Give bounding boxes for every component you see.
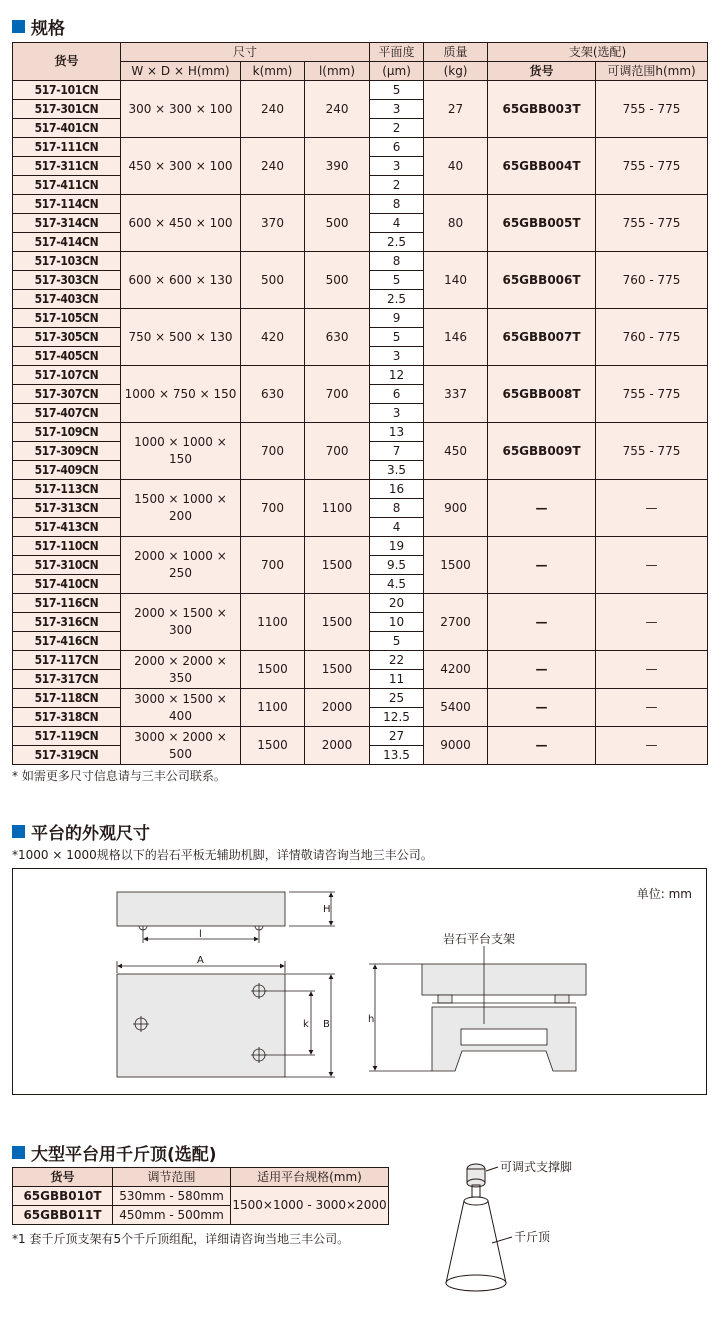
size-wdh: 300 × 300 × 100 xyxy=(121,81,241,138)
stand-code: — xyxy=(488,480,596,537)
flatness-value: 12.5 xyxy=(370,708,424,727)
product-code: 517-118CN xyxy=(13,689,121,708)
size-l: 2000 xyxy=(305,689,370,727)
flatness-value: 3 xyxy=(370,157,424,176)
jack-header-platform: 适用平台规格(mm) xyxy=(231,1168,389,1187)
blue-square-icon xyxy=(12,20,25,33)
adjust-range: 755 - 775 xyxy=(596,366,708,423)
mass-value: 1500 xyxy=(424,537,488,594)
adjust-range: 760 - 775 xyxy=(596,309,708,366)
product-code: 517-310CN xyxy=(13,556,121,575)
header-adjust: 可调范围h(mm) xyxy=(596,62,708,81)
product-code: 517-319CN xyxy=(13,746,121,765)
adjust-range: — xyxy=(596,537,708,594)
mass-value: 40 xyxy=(424,138,488,195)
size-k: 420 xyxy=(241,309,305,366)
size-k: 240 xyxy=(241,138,305,195)
flatness-value: 22 xyxy=(370,651,424,670)
product-code: 517-401CN xyxy=(13,119,121,138)
jack-note: *1 套千斤顶支架有5个千斤顶组配，详细请咨询当地三丰公司。 xyxy=(12,1232,350,1246)
product-code: 517-405CN xyxy=(13,347,121,366)
label-h: h xyxy=(368,1014,375,1025)
size-l: 1100 xyxy=(305,480,370,537)
size-k: 240 xyxy=(241,81,305,138)
flatness-value: 27 xyxy=(370,727,424,746)
jack-drawing xyxy=(420,1155,620,1315)
header-stand-code: 货号 xyxy=(488,62,596,81)
flatness-value: 8 xyxy=(370,252,424,271)
jack-code: 65GBB010T xyxy=(13,1187,113,1206)
adjust-range: — xyxy=(596,594,708,651)
product-code: 517-301CN xyxy=(13,100,121,119)
jack-code: 65GBB011T xyxy=(13,1206,113,1225)
stand-code: — xyxy=(488,689,596,727)
mass-value: 900 xyxy=(424,480,488,537)
flatness-value: 3 xyxy=(370,404,424,423)
spec-note: * 如需更多尺寸信息请与三丰公司联系。 xyxy=(12,769,226,783)
jack-range: 450mm - 500mm xyxy=(113,1206,231,1225)
stand-code: — xyxy=(488,651,596,689)
product-code: 517-117CN xyxy=(13,651,121,670)
size-k: 1100 xyxy=(241,689,305,727)
table-row xyxy=(13,309,708,328)
product-code: 517-409CN xyxy=(13,461,121,480)
size-wdh: 3000 × 2000 × 500 xyxy=(121,727,241,765)
size-k: 630 xyxy=(241,366,305,423)
size-k: 1500 xyxy=(241,651,305,689)
flatness-value: 19 xyxy=(370,537,424,556)
product-code: 517-411CN xyxy=(13,176,121,195)
flatness-value: 11 xyxy=(370,670,424,689)
size-l: 1500 xyxy=(305,537,370,594)
size-wdh: 3000 × 1500 × 400 xyxy=(121,689,241,727)
adjust-range: 755 - 775 xyxy=(596,138,708,195)
size-k: 700 xyxy=(241,480,305,537)
size-wdh: 1500 × 1000 × 200 xyxy=(121,480,241,537)
flatness-value: 13.5 xyxy=(370,746,424,765)
size-l: 2000 xyxy=(305,727,370,765)
jack-label-top: 可调式支撑脚 xyxy=(500,1160,573,1174)
mass-value: 140 xyxy=(424,252,488,309)
dimension-diagram xyxy=(12,868,707,1095)
flatness-value: 13 xyxy=(370,423,424,442)
adjust-range: 755 - 775 xyxy=(596,195,708,252)
size-l: 700 xyxy=(305,366,370,423)
size-wdh: 1000 × 750 × 150 xyxy=(121,366,241,423)
product-code: 517-413CN xyxy=(13,518,121,537)
size-l: 240 xyxy=(305,81,370,138)
product-code: 517-314CN xyxy=(13,214,121,233)
adjust-range: 760 - 775 xyxy=(596,252,708,309)
flatness-value: 4.5 xyxy=(370,575,424,594)
product-code: 517-303CN xyxy=(13,271,121,290)
mass-value: 337 xyxy=(424,366,488,423)
stand-code: 65GBB005T xyxy=(488,195,596,252)
section-title-jack xyxy=(12,1140,217,1165)
flatness-value: 9 xyxy=(370,309,424,328)
table-row xyxy=(13,1187,389,1206)
size-l: 500 xyxy=(305,252,370,309)
table-row xyxy=(13,727,708,746)
size-wdh: 600 × 600 × 130 xyxy=(121,252,241,309)
flatness-value: 12 xyxy=(370,366,424,385)
flatness-value: 3.5 xyxy=(370,461,424,480)
flatness-value: 2 xyxy=(370,176,424,195)
flatness-value: 4 xyxy=(370,214,424,233)
product-code: 517-313CN xyxy=(13,499,121,518)
label-k: k xyxy=(303,1019,309,1030)
label-l: l xyxy=(199,929,202,940)
flatness-value: 2 xyxy=(370,119,424,138)
section-title-dimensions xyxy=(12,819,150,844)
stand-code: 65GBB004T xyxy=(488,138,596,195)
mass-value: 27 xyxy=(424,81,488,138)
product-code: 517-116CN xyxy=(13,594,121,613)
product-code: 517-111CN xyxy=(13,138,121,157)
product-code: 517-410CN xyxy=(13,575,121,594)
section-title-text: 规格 xyxy=(31,19,65,39)
adjust-range: 755 - 775 xyxy=(596,81,708,138)
mass-value: 4200 xyxy=(424,651,488,689)
jack-label-body: 千斤顶 xyxy=(514,1230,551,1244)
table-row xyxy=(13,594,708,613)
label-stand: 岩石平台支架 xyxy=(443,932,516,946)
size-wdh: 450 × 300 × 100 xyxy=(121,138,241,195)
product-code: 517-414CN xyxy=(13,233,121,252)
unit-label: 单位: mm xyxy=(636,887,692,901)
size-wdh: 2000 × 1500 × 300 xyxy=(121,594,241,651)
product-code: 517-317CN xyxy=(13,670,121,689)
table-row xyxy=(13,480,708,499)
header-mass: 质量 xyxy=(424,43,488,62)
size-k: 1500 xyxy=(241,727,305,765)
label-A: A xyxy=(197,955,204,966)
size-l: 700 xyxy=(305,423,370,480)
table-row xyxy=(13,195,708,214)
size-l: 1500 xyxy=(305,594,370,651)
mass-value: 80 xyxy=(424,195,488,252)
size-l: 1500 xyxy=(305,651,370,689)
size-l: 630 xyxy=(305,309,370,366)
header-wdh: W × D × H(mm) xyxy=(121,62,241,81)
flatness-value: 25 xyxy=(370,689,424,708)
size-wdh: 2000 × 2000 × 350 xyxy=(121,651,241,689)
adjust-range: — xyxy=(596,480,708,537)
stand-code: 65GBB007T xyxy=(488,309,596,366)
product-code: 517-311CN xyxy=(13,157,121,176)
size-k: 700 xyxy=(241,423,305,480)
table-row xyxy=(13,81,708,100)
header-flatness: 平面度 xyxy=(370,43,424,62)
table-row xyxy=(13,252,708,271)
flatness-value: 4 xyxy=(370,518,424,537)
header-code: 货号 xyxy=(13,43,121,81)
product-code: 517-107CN xyxy=(13,366,121,385)
size-wdh: 750 × 500 × 130 xyxy=(121,309,241,366)
adjust-range: — xyxy=(596,689,708,727)
section-title-spec xyxy=(12,14,65,39)
label-B: B xyxy=(323,1019,330,1030)
product-code: 517-114CN xyxy=(13,195,121,214)
table-row xyxy=(13,689,708,708)
section-title-text: 平台的外观尺寸 xyxy=(31,824,150,844)
jack-header-range: 调节范围 xyxy=(113,1168,231,1187)
stand-code: 65GBB006T xyxy=(488,252,596,309)
flatness-value: 7 xyxy=(370,442,424,461)
stand-code: — xyxy=(488,594,596,651)
size-wdh: 1000 × 1000 × 150 xyxy=(121,423,241,480)
jack-table xyxy=(12,1167,389,1225)
size-wdh: 600 × 450 × 100 xyxy=(121,195,241,252)
mass-value: 5400 xyxy=(424,689,488,727)
flatness-value: 3 xyxy=(370,100,424,119)
header-l: l(mm) xyxy=(305,62,370,81)
size-k: 370 xyxy=(241,195,305,252)
blue-square-icon xyxy=(12,1146,25,1159)
stand-code: — xyxy=(488,727,596,765)
product-code: 517-403CN xyxy=(13,290,121,309)
product-code: 517-105CN xyxy=(13,309,121,328)
product-code: 517-316CN xyxy=(13,613,121,632)
product-code: 517-307CN xyxy=(13,385,121,404)
jack-header-code: 货号 xyxy=(13,1168,113,1187)
flatness-value: 2.5 xyxy=(370,233,424,252)
adjust-range: — xyxy=(596,651,708,689)
table-row xyxy=(13,423,708,442)
product-code: 517-305CN xyxy=(13,328,121,347)
jack-platform: 1500×1000 - 3000×2000 xyxy=(231,1187,389,1225)
flatness-value: 16 xyxy=(370,480,424,499)
flatness-value: 5 xyxy=(370,271,424,290)
flatness-value: 6 xyxy=(370,138,424,157)
mass-value: 2700 xyxy=(424,594,488,651)
flatness-value: 5 xyxy=(370,81,424,100)
mass-value: 450 xyxy=(424,423,488,480)
size-l: 390 xyxy=(305,138,370,195)
adjust-range: — xyxy=(596,727,708,765)
mass-value: 146 xyxy=(424,309,488,366)
table-row xyxy=(13,138,708,157)
product-code: 517-103CN xyxy=(13,252,121,271)
flatness-value: 20 xyxy=(370,594,424,613)
table-row xyxy=(13,651,708,670)
stand-code: 65GBB008T xyxy=(488,366,596,423)
adjust-range: 755 - 775 xyxy=(596,423,708,480)
stand-code: 65GBB009T xyxy=(488,423,596,480)
spec-table xyxy=(12,42,708,765)
table-row xyxy=(13,537,708,556)
header-mass-unit: (kg) xyxy=(424,62,488,81)
size-l: 500 xyxy=(305,195,370,252)
flatness-value: 9.5 xyxy=(370,556,424,575)
dimensions-note: *1000 × 1000规格以下的岩石平板无辅助机脚，详情敬请咨询当地三丰公司。 xyxy=(12,848,433,862)
header-k: k(mm) xyxy=(241,62,305,81)
product-code: 517-407CN xyxy=(13,404,121,423)
header-flatness-unit: (μm) xyxy=(370,62,424,81)
flatness-value: 8 xyxy=(370,195,424,214)
flatness-value: 2.5 xyxy=(370,290,424,309)
dimension-drawing xyxy=(13,869,706,1094)
stand-code: — xyxy=(488,537,596,594)
product-code: 517-416CN xyxy=(13,632,121,651)
header-stand: 支架(选配) xyxy=(488,43,708,62)
header-size: 尺寸 xyxy=(121,43,370,62)
jack-range: 530mm - 580mm xyxy=(113,1187,231,1206)
product-code: 517-318CN xyxy=(13,708,121,727)
product-code: 517-113CN xyxy=(13,480,121,499)
flatness-value: 6 xyxy=(370,385,424,404)
product-code: 517-110CN xyxy=(13,537,121,556)
product-code: 517-109CN xyxy=(13,423,121,442)
flatness-value: 5 xyxy=(370,328,424,347)
product-code: 517-101CN xyxy=(13,81,121,100)
size-k: 1100 xyxy=(241,594,305,651)
flatness-value: 10 xyxy=(370,613,424,632)
mass-value: 9000 xyxy=(424,727,488,765)
product-code: 517-119CN xyxy=(13,727,121,746)
size-k: 500 xyxy=(241,252,305,309)
size-wdh: 2000 × 1000 × 250 xyxy=(121,537,241,594)
blue-square-icon xyxy=(12,825,25,838)
flatness-value: 8 xyxy=(370,499,424,518)
label-H: H xyxy=(323,904,331,915)
section-title-text: 大型平台用千斤顶(选配) xyxy=(31,1145,217,1165)
flatness-value: 5 xyxy=(370,632,424,651)
product-code: 517-309CN xyxy=(13,442,121,461)
stand-code: 65GBB003T xyxy=(488,81,596,138)
flatness-value: 3 xyxy=(370,347,424,366)
size-k: 700 xyxy=(241,537,305,594)
table-row xyxy=(13,366,708,385)
